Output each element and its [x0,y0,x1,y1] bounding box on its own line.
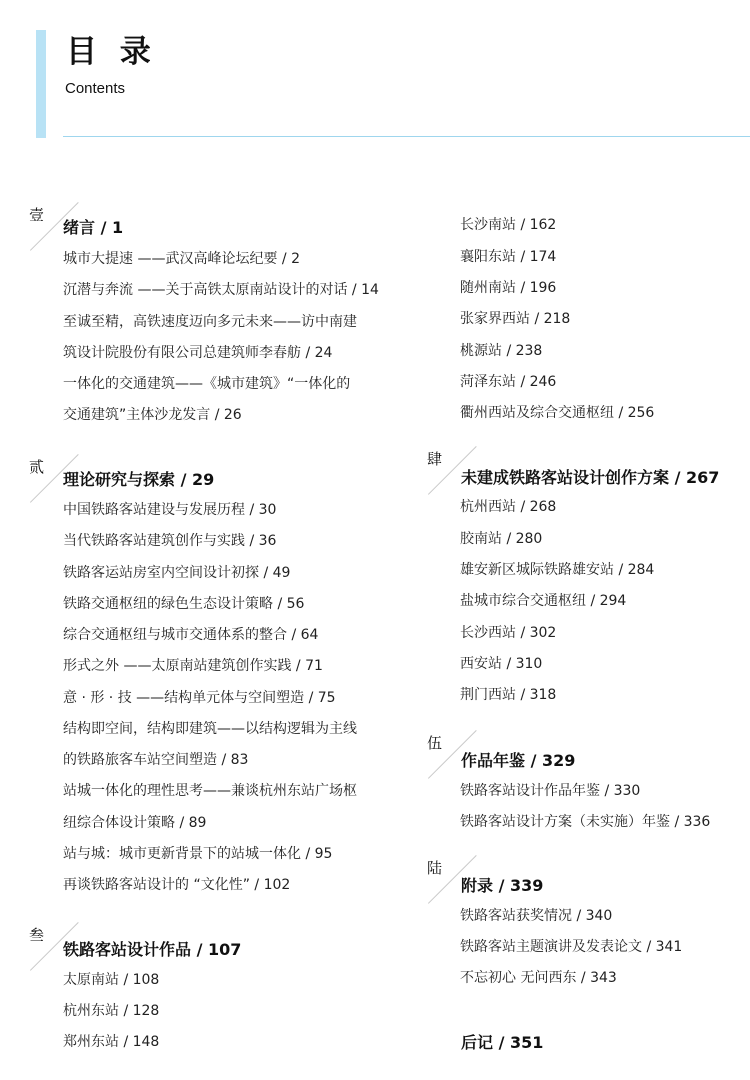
toc-entry[interactable]: 张家界西站 / 218 [460,311,571,327]
section-heading-4[interactable]: 未建成铁路客站设计创作方案 / 267 [461,468,720,487]
section-heading-1[interactable]: 绪言 / 1 [63,218,124,237]
toc-entry[interactable]: 沉潜与奔流 ——关于高铁太原南站设计的对话 / 14 [63,282,379,298]
toc-entry[interactable]: 的铁路旅客车站空间塑造 / 83 [63,752,249,768]
header-divider [63,136,750,137]
toc-entry[interactable]: 站城一体化的理性思考——兼谈杭州东站广场枢 [63,783,357,799]
page-title: 目 录 [66,34,157,70]
toc-entry[interactable]: 铁路客站主题演讲及发表论文 / 341 [460,939,683,955]
toc-entry[interactable]: 综合交通枢纽与城市交通体系的整合 / 64 [63,627,319,643]
toc-entry[interactable]: 不忘初心 无问西东 / 343 [460,970,617,986]
toc-entry[interactable]: 筑设计院股份有限公司总建筑师李春舫 / 24 [63,345,333,361]
section-numeral-6: 陆 [427,859,443,877]
toc-entry[interactable]: 西安站 / 310 [460,656,543,672]
toc-entry[interactable]: 杭州西站 / 268 [460,499,557,515]
toc-entry[interactable]: 纽综合体设计策略 / 89 [63,815,207,831]
toc-entry[interactable]: 交通建筑”主体沙龙发言 / 26 [63,407,242,423]
section-heading-2[interactable]: 理论研究与探索 / 29 [63,470,215,489]
section-numeral-3: 叁 [29,926,45,944]
toc-entry[interactable]: 意 · 形 · 技 ——结构单元体与空间塑造 / 75 [63,690,336,706]
toc-entry[interactable]: 铁路客站设计方案（未实施）年鉴 / 336 [460,814,711,830]
toc-entry[interactable]: 雄安新区城际铁路雄安站 / 284 [460,562,655,578]
title-accent-bar [36,30,46,138]
toc-entry[interactable]: 胶南站 / 280 [460,531,543,547]
toc-entry[interactable]: 铁路客运站房室内空间设计初探 / 49 [63,565,291,581]
toc-entry[interactable]: 一体化的交通建筑——《城市建筑》“一体化的 [63,376,351,392]
toc-entry[interactable]: 铁路客站获奖情况 / 340 [460,908,613,924]
toc-entry[interactable]: 至诚至精，高铁速度迈向多元未来——访中南建 [63,314,357,330]
toc-entry[interactable]: 盐城市综合交通枢纽 / 294 [460,593,627,609]
toc-entry[interactable]: 荆门西站 / 318 [460,687,557,703]
section-heading-3[interactable]: 铁路客站设计作品 / 107 [63,940,242,959]
toc-entry[interactable]: 当代铁路客站建筑创作与实践 / 36 [63,533,277,549]
toc-entry[interactable]: 铁路交通枢纽的绿色生态设计策略 / 56 [63,596,305,612]
toc-entry[interactable]: 形式之外 ——太原南站建筑创作实践 / 71 [63,658,323,674]
toc-entry[interactable]: 郑州东站 / 148 [63,1034,160,1050]
toc-entry[interactable]: 衢州西站及综合交通枢纽 / 256 [460,405,655,421]
section-heading-6[interactable]: 附录 / 339 [461,876,544,895]
section-numeral-1: 壹 [29,206,45,224]
toc-entry[interactable]: 太原南站 / 108 [63,972,160,988]
afterword-heading[interactable]: 后记 / 351 [461,1033,544,1052]
toc-entry[interactable]: 随州南站 / 196 [460,280,557,296]
toc-entry[interactable]: 桃源站 / 238 [460,343,543,359]
section-numeral-2: 贰 [29,458,45,476]
toc-entry[interactable]: 杭州东站 / 128 [63,1003,160,1019]
section-numeral-5: 伍 [427,734,443,752]
section-numeral-4: 肆 [427,450,443,468]
section-heading-5[interactable]: 作品年鉴 / 329 [461,751,576,770]
toc-entry[interactable]: 再谈铁路客站设计的 “文化性” / 102 [63,877,291,893]
toc-entry[interactable]: 城市大提速 ——武汉高峰论坛纪要 / 2 [63,251,300,267]
toc-entry[interactable]: 站与城：城市更新背景下的站城一体化 / 95 [63,846,333,862]
toc-entry[interactable]: 菏泽东站 / 246 [460,374,557,390]
toc-entry[interactable]: 襄阳东站 / 174 [460,249,557,265]
toc-entry[interactable]: 结构即空间，结构即建筑——以结构逻辑为主线 [63,721,357,737]
toc-entry[interactable]: 中国铁路客站建设与发展历程 / 30 [63,502,277,518]
page-subtitle: Contents [65,80,126,97]
toc-entry[interactable]: 长沙南站 / 162 [460,217,557,233]
toc-entry[interactable]: 长沙西站 / 302 [460,625,557,641]
toc-entry[interactable]: 铁路客站设计作品年鉴 / 330 [460,783,641,799]
